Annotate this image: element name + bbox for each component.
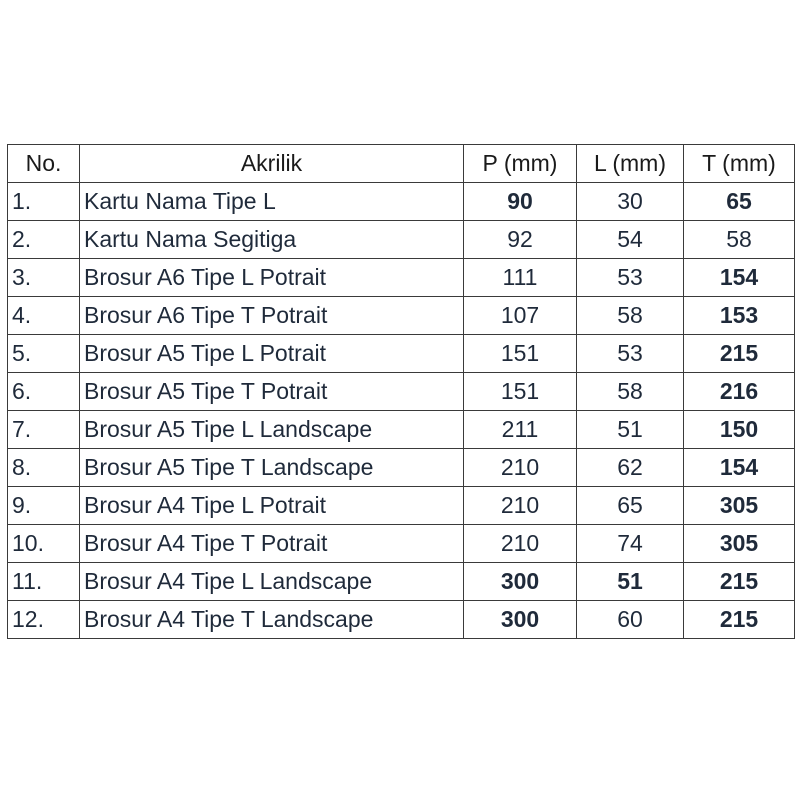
- length-p: 90: [464, 183, 577, 221]
- length-p: 210: [464, 487, 577, 525]
- height-t: 65: [684, 183, 795, 221]
- table-row: [8, 411, 795, 449]
- product-name: Kartu Nama Segitiga: [80, 221, 464, 259]
- product-name: Kartu Nama Tipe L: [80, 183, 464, 221]
- width-l: 74: [577, 525, 684, 563]
- product-name: Brosur A4 Tipe L Potrait: [80, 487, 464, 525]
- length-p: 300: [464, 563, 577, 601]
- table-row: [8, 525, 795, 563]
- height-t: 305: [684, 487, 795, 525]
- table-row: [8, 335, 795, 373]
- height-t: 154: [684, 449, 795, 487]
- product-name: Brosur A5 Tipe T Potrait: [80, 373, 464, 411]
- height-t: 153: [684, 297, 795, 335]
- width-l: 65: [577, 487, 684, 525]
- table-row: [8, 297, 795, 335]
- row-number: 12.: [8, 601, 80, 639]
- product-name: Brosur A4 Tipe T Potrait: [80, 525, 464, 563]
- header-t-mm: T (mm): [684, 145, 795, 183]
- length-p: 151: [464, 373, 577, 411]
- height-t: 215: [684, 335, 795, 373]
- row-number: 8.: [8, 449, 80, 487]
- table-row: [8, 373, 795, 411]
- row-number: 10.: [8, 525, 80, 563]
- height-t: 215: [684, 563, 795, 601]
- width-l: 58: [577, 297, 684, 335]
- product-name: Brosur A5 Tipe L Landscape: [80, 411, 464, 449]
- header-l-mm: L (mm): [577, 145, 684, 183]
- header-akrilik: Akrilik: [80, 145, 464, 183]
- width-l: 51: [577, 563, 684, 601]
- length-p: 300: [464, 601, 577, 639]
- row-number: 3.: [8, 259, 80, 297]
- length-p: 151: [464, 335, 577, 373]
- width-l: 30: [577, 183, 684, 221]
- product-name: Brosur A4 Tipe T Landscape: [80, 601, 464, 639]
- length-p: 111: [464, 259, 577, 297]
- width-l: 60: [577, 601, 684, 639]
- width-l: 62: [577, 449, 684, 487]
- row-number: 9.: [8, 487, 80, 525]
- table-row: [8, 487, 795, 525]
- product-name: Brosur A5 Tipe L Potrait: [80, 335, 464, 373]
- table-row: [8, 563, 795, 601]
- table-row: [8, 221, 795, 259]
- row-number: 7.: [8, 411, 80, 449]
- row-number: 5.: [8, 335, 80, 373]
- table-row: [8, 601, 795, 639]
- length-p: 210: [464, 449, 577, 487]
- row-number: 2.: [8, 221, 80, 259]
- width-l: 58: [577, 373, 684, 411]
- height-t: 216: [684, 373, 795, 411]
- header-row: [8, 145, 795, 183]
- row-number: 4.: [8, 297, 80, 335]
- row-number: 6.: [8, 373, 80, 411]
- row-number: 1.: [8, 183, 80, 221]
- width-l: 51: [577, 411, 684, 449]
- length-p: 210: [464, 525, 577, 563]
- length-p: 211: [464, 411, 577, 449]
- table-row: [8, 259, 795, 297]
- header-no: No.: [8, 145, 80, 183]
- height-t: 58: [684, 221, 795, 259]
- width-l: 54: [577, 221, 684, 259]
- length-p: 92: [464, 221, 577, 259]
- height-t: 154: [684, 259, 795, 297]
- header-p-mm: P (mm): [464, 145, 577, 183]
- product-name: Brosur A5 Tipe T Landscape: [80, 449, 464, 487]
- height-t: 305: [684, 525, 795, 563]
- height-t: 150: [684, 411, 795, 449]
- table-row: [8, 449, 795, 487]
- width-l: 53: [577, 259, 684, 297]
- length-p: 107: [464, 297, 577, 335]
- product-name: Brosur A6 Tipe T Potrait: [80, 297, 464, 335]
- table-row: [8, 183, 795, 221]
- row-number: 11.: [8, 563, 80, 601]
- acrylic-size-table: [7, 144, 795, 639]
- product-name: Brosur A6 Tipe L Potrait: [80, 259, 464, 297]
- product-name: Brosur A4 Tipe L Landscape: [80, 563, 464, 601]
- width-l: 53: [577, 335, 684, 373]
- height-t: 215: [684, 601, 795, 639]
